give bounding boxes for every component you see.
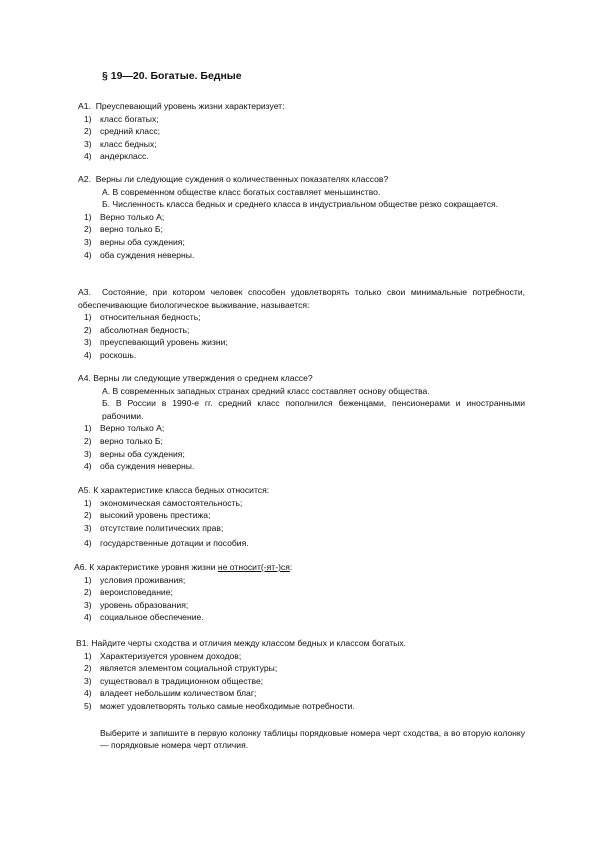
question-a5 bbox=[78, 484, 525, 550]
answer-option: 4) государственные дотации и пособия. bbox=[84, 538, 249, 549]
answer-option: 3) преуспевающий уровень жизни; bbox=[84, 337, 228, 348]
question-a2 bbox=[78, 173, 525, 261]
instruction-text: Выберите и запишите в первую колонку таблицы порядковые номера черт сходства, а во вторую колонку — порядковые номера черт отличия. bbox=[100, 727, 525, 751]
question-a6 bbox=[74, 561, 525, 624]
answer-option: 3) отсутствие политических прав; bbox=[84, 522, 224, 533]
answer-option: 3) уровень образования; bbox=[84, 599, 189, 610]
answer-option: 1) Верно только А; bbox=[84, 211, 165, 222]
answer-options bbox=[78, 211, 525, 261]
statement-b: Б. В России в 1990-е гг. средний класс пополнился беженцами, пенсионерами и иностранными рабочими. bbox=[102, 398, 525, 421]
answer-option: 1) класс богатых; bbox=[84, 113, 159, 124]
answer-option: 1) экономическая самостоятельность; bbox=[84, 497, 243, 508]
answer-option: 3) верны оба суждения; bbox=[84, 448, 185, 459]
answer-options bbox=[78, 311, 525, 361]
answer-option: 1) относительная бедность; bbox=[84, 312, 201, 323]
question-stem: А5. К характеристике класса бедных относится: bbox=[78, 485, 270, 495]
statement-b: Б. Численность класса бедных и среднего класса в индустриальном обществе резко сокращается. bbox=[102, 199, 499, 210]
answer-option: 4) андеркласс. bbox=[84, 151, 149, 162]
answer-options bbox=[78, 422, 525, 472]
answer-option: 3) существовал в традиционном обществе; bbox=[84, 675, 264, 686]
statement-a: А. В современных западных странах средний класс составляет основу общества. bbox=[102, 385, 430, 396]
question-stem: А6. К характеристике уровня жизни не относит(-ят-)ся: bbox=[74, 562, 293, 572]
underlined-phrase: не относит(-ят-)ся bbox=[217, 562, 290, 572]
answer-option: 1) Верно только А; bbox=[84, 423, 165, 434]
answer-options bbox=[78, 113, 525, 163]
answer-option: 2) вероисповедание; bbox=[84, 587, 173, 598]
question-stem: А2. Верны ли следующие суждения о количественных показателях классов? bbox=[78, 174, 389, 184]
answer-option: 4) социальное обеспечение. bbox=[84, 612, 204, 623]
question-a4 bbox=[78, 372, 525, 473]
answer-option: 4) роскошь. bbox=[84, 349, 137, 360]
statement-a: А. В современном обществе класс богатых составляет меньшинство. bbox=[102, 186, 381, 197]
answer-options bbox=[78, 650, 525, 713]
answer-option: 5) может удовлетворять только самые необходимые потребности. bbox=[84, 700, 355, 711]
answer-option: 4) оба суждения неверны. bbox=[84, 249, 195, 260]
answer-option: 3) верны оба суждения; bbox=[84, 236, 185, 247]
answer-option: 1) условия проживания; bbox=[84, 574, 186, 585]
answer-option: 2) верно только Б; bbox=[84, 224, 163, 235]
question-stem: А3. Состояние, при котором человек способен удовлетворять только свои минимальные потребности, обеспечивающие биологическое выживание, называется: bbox=[78, 287, 526, 310]
question-stem: В1. Найдите черты сходства и отличия между классом бедных и классом богатых. bbox=[76, 638, 407, 648]
answer-option: 4) оба суждения неверны. bbox=[84, 461, 195, 472]
question-stem: А1. Преуспевающий уровень жизни характеризует: bbox=[78, 101, 285, 111]
answer-options bbox=[78, 574, 525, 624]
question-stem: А4. Верны ли следующие утверждения о среднем классе? bbox=[78, 373, 313, 383]
answer-option: 2) абсолютная бедность; bbox=[84, 324, 190, 335]
answer-option: 2) верно только Б; bbox=[84, 435, 163, 446]
answer-option: 1) Характеризуется уровнем доходов; bbox=[84, 650, 242, 661]
answer-option: 2) средний класс; bbox=[84, 126, 161, 137]
page-title: § 19—20. Богатые. Бедные bbox=[102, 70, 242, 82]
answer-option: 3) класс бедных; bbox=[84, 138, 157, 149]
answer-option: 2) является элементом социальной структуры; bbox=[84, 663, 278, 674]
question-b1 bbox=[76, 637, 525, 752]
answer-options bbox=[78, 497, 525, 550]
answer-option: 4) владеет небольшим количеством благ; bbox=[84, 688, 257, 699]
question-a1 bbox=[78, 100, 525, 163]
question-a3 bbox=[78, 286, 525, 362]
answer-option: 2) высокий уровень престижа; bbox=[84, 510, 211, 521]
